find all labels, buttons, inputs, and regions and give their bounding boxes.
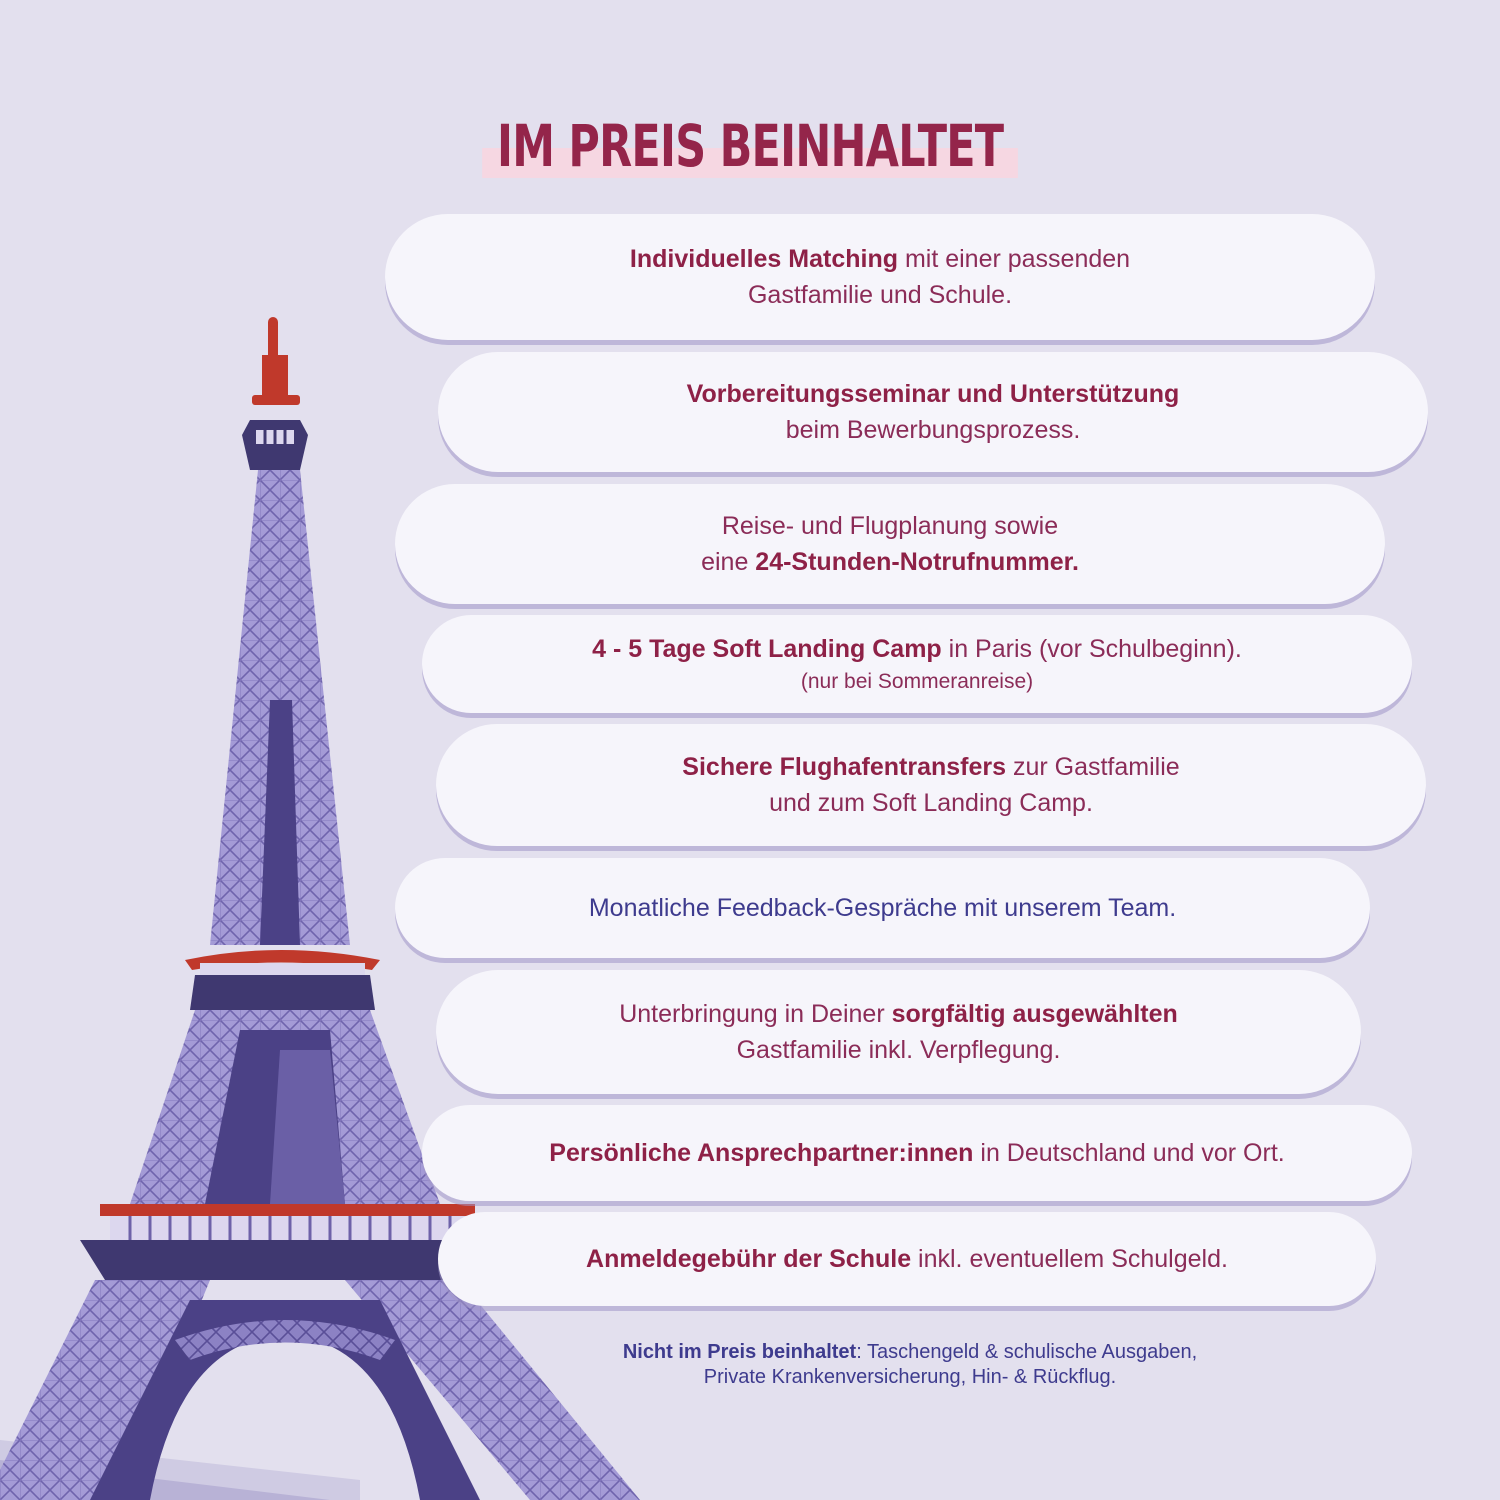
item-line: [682, 749, 1179, 785]
item-line: und zum Soft Landing Camp.: [769, 789, 1093, 817]
item-line: [592, 631, 1242, 667]
item-line: [549, 1135, 1284, 1171]
title-wrap: [0, 112, 1500, 180]
item-bold: Individuelles Matching: [629, 245, 898, 273]
item-line: [586, 1241, 1228, 1277]
item-line: [701, 544, 1079, 580]
page-title: IM PREIS BEINHALTET: [482, 112, 1018, 180]
list-item: [436, 724, 1426, 846]
item-line: [619, 996, 1178, 1032]
note-line: Private Krankenversicherung, Hin- & Rückflug.: [703, 1366, 1117, 1388]
list-item: [395, 858, 1370, 958]
list-item: [438, 1212, 1376, 1306]
item-bold: Anmeldegebühr der Schule: [586, 1245, 912, 1273]
item-line: Gastfamilie inkl. Verpflegung.: [736, 1036, 1061, 1064]
item-text: eine: [701, 548, 756, 576]
item-line: Reise- und Flugplanung sowie: [721, 512, 1059, 540]
exclusions-note: [430, 1340, 1390, 1390]
item-bold: 4 - 5 Tage Soft Landing Camp: [592, 635, 942, 663]
note-line: [430, 1340, 1390, 1365]
item-bold: Persönliche Ansprechpartner:innen: [549, 1139, 974, 1167]
item-line: Monatliche Feedback-Gespräche mit unserem Team.: [588, 894, 1177, 922]
item-text: in Deutschland und vor Ort.: [973, 1139, 1285, 1167]
list-item: [385, 214, 1375, 340]
item-text: in Paris (vor Schulbeginn).: [941, 635, 1242, 663]
list-item: [422, 615, 1412, 713]
item-text: zur Gastfamilie: [1006, 753, 1180, 781]
item-line: (nur bei Sommeranreise): [800, 670, 1034, 693]
item-line: [630, 241, 1130, 277]
note-bold: Nicht im Preis beinhaltet: [622, 1341, 857, 1363]
item-bold: Sichere Flughafentransfers: [682, 753, 1007, 781]
list-item: [422, 1105, 1412, 1201]
item-line: beim Bewerbungsprozess.: [785, 416, 1081, 444]
list-item: [436, 970, 1361, 1094]
item-bold: sorgfältig ausgewählten: [891, 1000, 1178, 1028]
item-text: Unterbringung in Deiner: [619, 1000, 892, 1028]
item-line: Gastfamilie und Schule.: [747, 281, 1013, 309]
item-bold: 24-Stunden-Notrufnummer.: [755, 548, 1079, 576]
list-item: [438, 352, 1428, 472]
item-line: [687, 376, 1180, 412]
note-text: : Taschengeld & schulische Ausgaben,: [856, 1341, 1198, 1363]
item-text: mit einer passenden: [898, 245, 1131, 273]
item-bold: Vorbereitungsseminar und Unterstützung: [686, 380, 1180, 408]
list-item: [395, 484, 1385, 604]
item-text: inkl. eventuellem Schulgeld.: [911, 1245, 1228, 1273]
